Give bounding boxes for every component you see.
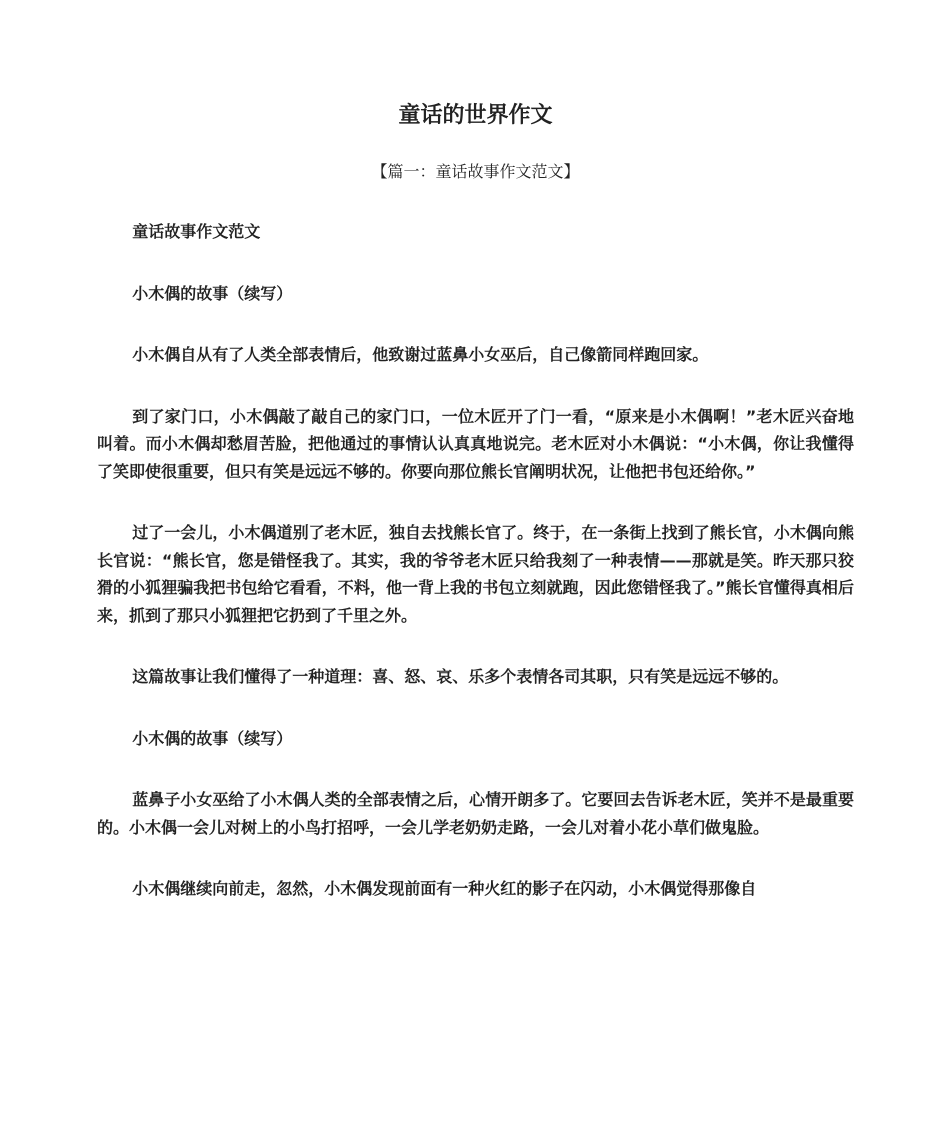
document-title: 童话的世界作文 (398, 103, 553, 128)
section-heading: 童话故事作文范文 (132, 222, 261, 241)
body-paragraph: 小木偶继续向前走，忽然，小木偶发现前面有一种火红的影子在闪动，小木偶觉得那像自 (132, 879, 757, 898)
body-paragraph: 小木偶自从有了人类全部表情后，他致谢过蓝鼻小女巫后，自己像箭同样跑回家。 (132, 345, 709, 364)
body-paragraph: 过了一会儿，小木偶道别了老木匠，独自去找熊长官了。终于，在一条街上找到了熊长官，小木偶向熊长官说：“熊长官，您是错怪我了。其实，我的爷爷老木匠只给我刻了一种表情——那就是笑。昨天那只狡猾的小狐狸骗我把书包给它看看，不料，他一背上我的书包立刻就跑，因此您错怪我了。”熊长官懂得真相后来，抓到了那只小狐狸把它扔到了千里之外。 (97, 523, 854, 625)
body-paragraph: 到了家门口，小木偶敲了敲自己的家门口，一位木匠开了门一看，“原来是小木偶啊！”老木匠兴奋地叫着。而小木偶却愁眉苦脸，把他通过的事情认认真真地说完。老木匠对小木偶说：“小木偶，你让我懂得了笑即使很重要，但只有笑是远远不够的。你要向那位熊长官阐明状况，让他把书包还给你。” (97, 406, 854, 481)
story-title: 小木偶的故事（续写） (132, 283, 293, 303)
body-paragraph: 蓝鼻子小女巫给了小木偶人类的全部表情之后，心情开朗多了。它要回去告诉老木匠，笑并不是最重要的。小木偶一会儿对树上的小鸟打招呼，一会儿学老奶奶走路，一会儿对着小花小草们做鬼脸。 (97, 790, 854, 837)
story-title: 小木偶的故事（续写） (132, 728, 293, 748)
document-page (97, 96, 854, 903)
body-paragraph: 这篇故事让我们懂得了一种道理：喜、怒、哀、乐多个表情各司其职，只有笑是远远不够的。 (132, 667, 789, 686)
chapter-heading: 【篇一：童话故事作文范文】 (371, 162, 580, 181)
